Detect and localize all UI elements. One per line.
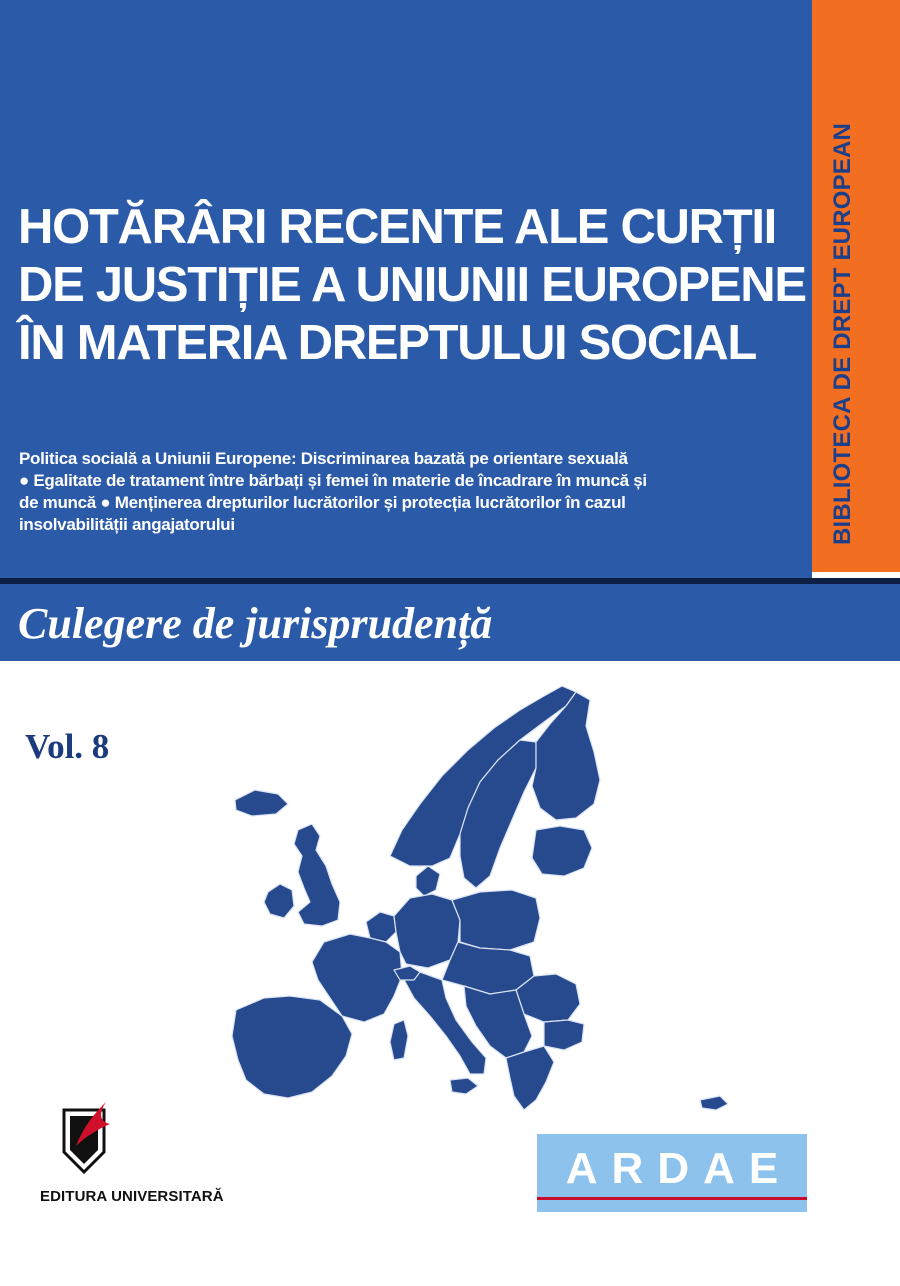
subtitle-line: insolvabilității angajatorului	[19, 515, 235, 534]
publisher-name: EDITURA UNIVERSITARĂ	[40, 1188, 224, 1205]
subtitle-line: ● Egalitate de tratament între bărbați și femei în materie de încadrare în muncă și	[19, 471, 647, 490]
volume-label: Vol. 8	[25, 727, 110, 766]
publisher-block	[40, 1100, 260, 1220]
book-title	[18, 198, 808, 372]
collection-title: Culegere de jurisprudență	[18, 599, 493, 648]
ardae-label: ARDAE	[565, 1144, 793, 1193]
title-line: ÎN MATERIA DREPTULUI SOCIAL	[18, 316, 756, 370]
ardae-badge	[537, 1134, 807, 1212]
series-name: BIBLIOTECA DE DREPT EUROPEAN	[829, 122, 856, 545]
europe-map-image	[180, 680, 760, 1180]
subtitle-line: de muncă ● Menținerea drepturilor lucrătorilor și protecția lucrătorilor în cazul	[19, 493, 626, 512]
title-line: DE JUSTIȚIE A UNIUNII EUROPENE	[18, 258, 806, 312]
ardae-underline	[537, 1197, 807, 1200]
subtitle-line: Politica socială a Uniunii Europene: Discriminarea bazată pe orientare sexuală	[19, 449, 628, 468]
title-line: HOTĂRÂRI RECENTE ALE CURȚII	[18, 200, 776, 254]
book-subtitle	[19, 448, 789, 536]
publisher-logo-icon	[54, 1100, 114, 1180]
